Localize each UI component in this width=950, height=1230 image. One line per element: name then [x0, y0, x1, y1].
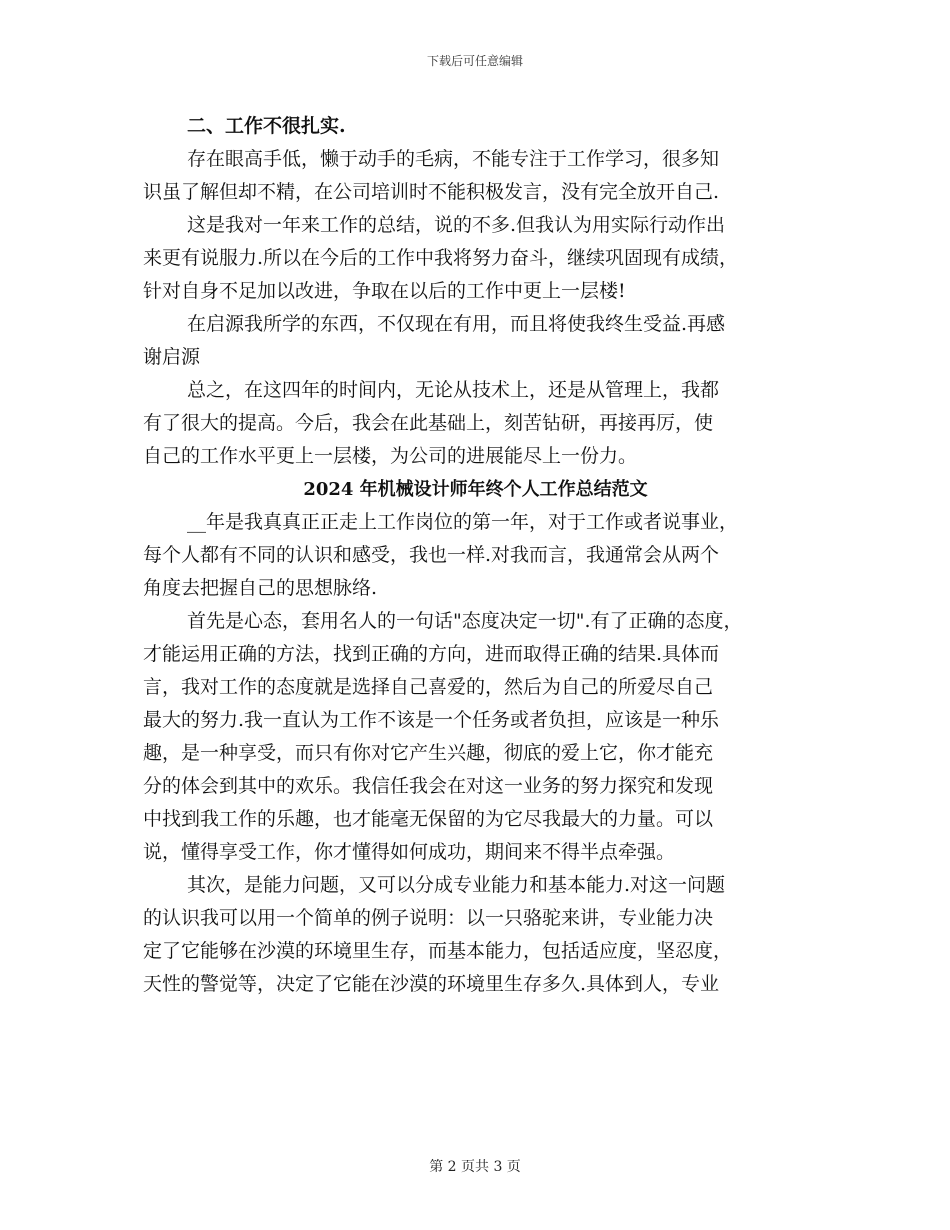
text-line: 中找到我工作的乐趣，也才能毫无保留的为它尽我最大的力量。可以 — [143, 808, 714, 830]
text-line: 谢启源 — [143, 346, 201, 368]
text-line: 最大的努力.我一直认为工作不该是一个任务或者负担，应该是一种乐 — [143, 709, 720, 731]
text-line: __年是我真真正正走上工作岗位的第一年，对于工作或者说事业， — [187, 511, 739, 533]
page-number: 第 2 页共 3 页 — [429, 1159, 521, 1175]
text-line: 总之，在这四年的时间内，无论从技术上，还是从管理上，我都 — [187, 379, 720, 401]
text-line: 才能运用正确的方法，找到正确的方向，进而取得正确的结果.具体而 — [143, 643, 720, 665]
section-title: 2024 年机械设计师年终个人工作总结范文 — [303, 479, 648, 500]
text-line: 在启源我所学的东西，不仅现在有用，而且将使我终生受益.再感 — [187, 313, 726, 335]
text-line: 其次，是能力问题，又可以分成专业能力和基本能力.对这一问题 — [187, 874, 726, 896]
text-line: 说，懂得享受工作，你才懂得如何成功，期间来不得半点牵强。 — [143, 841, 676, 863]
text-line: 定了它能够在沙漠的环境里生存，而基本能力，包括适应度，坚忍度， — [143, 940, 733, 962]
text-line: 首先是心态，套用名人的一句话"态度决定一切".有了正确的态度， — [187, 610, 743, 632]
text-line: 每个人都有不同的认识和感受，我也一样.对我而言，我通常会从两个 — [143, 544, 720, 566]
text-line: 角度去把握自己的思想脉络. — [143, 577, 378, 599]
document-body — [143, 110, 808, 1001]
text-line: 天性的警觉等，决定了它能在沙漠的环境里生存多久.具体到人，专业 — [143, 973, 720, 995]
text-line: 分的体会到其中的欢乐。我信任我会在对这一业务的努力探究和发现 — [143, 775, 714, 797]
page-header: 下载后可任意编辑 — [426, 54, 523, 68]
text-line: 有了很大的提高。今后，我会在此基础上，刻苦钻研，再接再厉，使 — [143, 412, 714, 434]
text-line: 言，我对工作的态度就是选择自己喜爱的，然后为自己的所爱尽自己 — [143, 676, 714, 698]
text-line: 趣，是一种享受，而只有你对它产生兴趣，彻底的爱上它，你才能充 — [143, 742, 714, 764]
text-line: 针对自身不足加以改进，争取在以后的工作中更上一层楼! — [143, 280, 626, 302]
text-line: 来更有说服力.所以在今后的工作中我将努力奋斗，继续巩固现有成绩， — [143, 247, 739, 269]
text-line: 的认识我可以用一个简单的例子说明：以一只骆驼来讲，专业能力决 — [143, 907, 714, 929]
text-line: 存在眼高手低，懒于动手的毛病，不能专注于工作学习，很多知 — [187, 148, 720, 170]
text-line: 识虽了解但却不精，在公司培训时不能积极发言，没有完全放开自己. — [143, 181, 720, 203]
text-line: 这是我对一年来工作的总结，说的不多.但我认为用实际行动作出 — [187, 214, 726, 236]
text-line: 二、工作不很扎实. — [187, 115, 346, 137]
text-line: 自己的工作水平更上一层楼，为公司的进展能尽上一份力。 — [143, 445, 638, 467]
